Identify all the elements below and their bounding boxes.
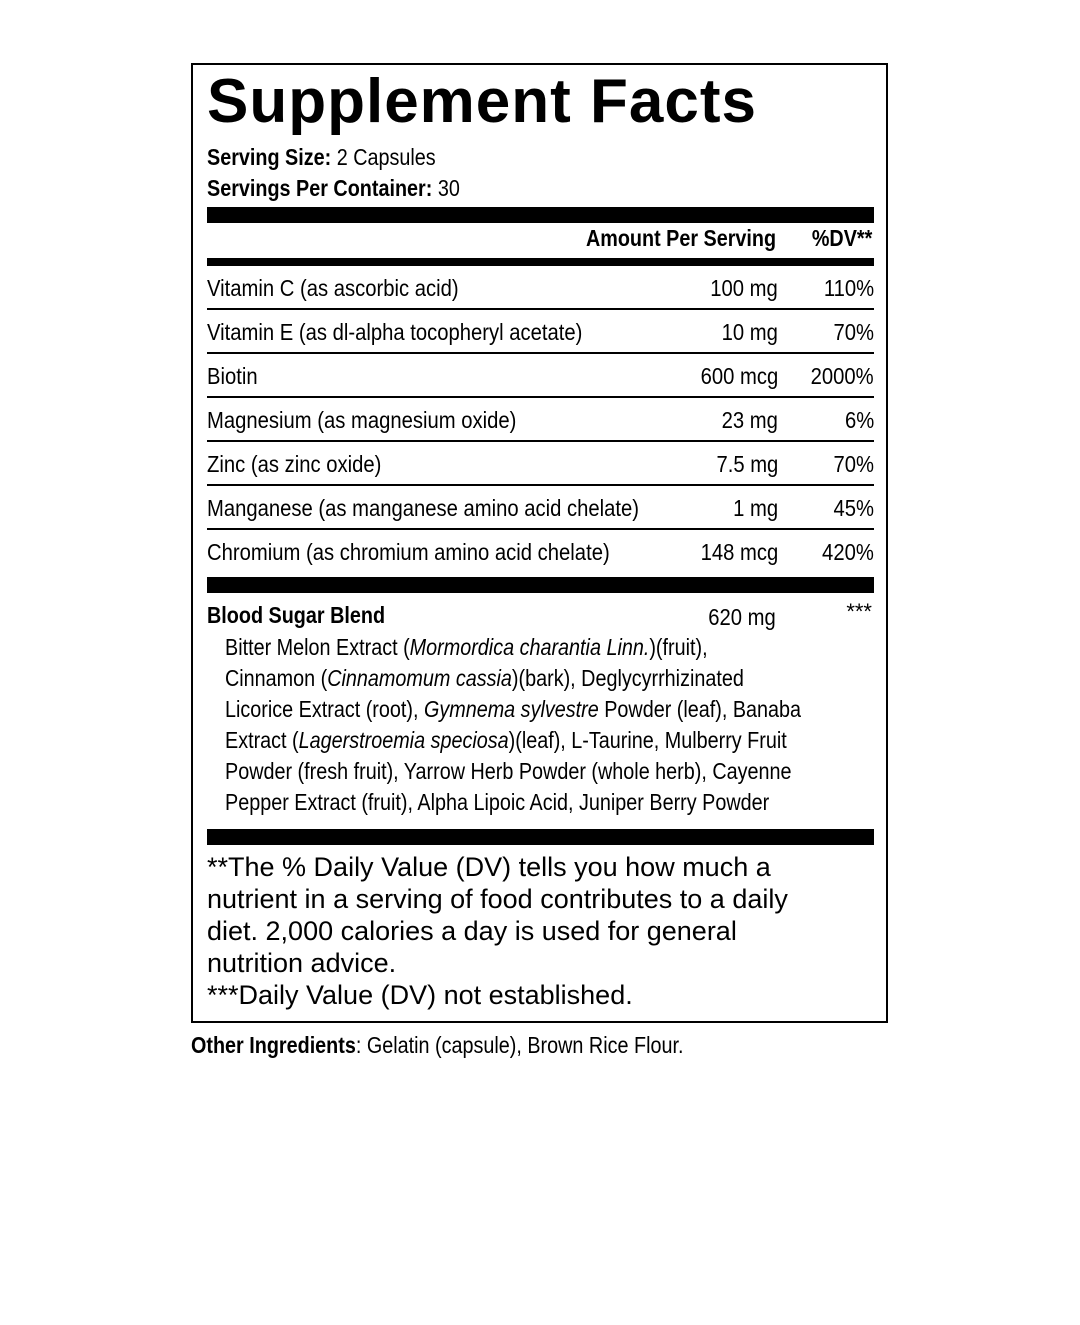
ingredient-text: Extract ( (225, 727, 299, 753)
ingredient-text: Powder (fresh fruit), Yarrow Herb Powder (whole herb), Cayenne (225, 758, 792, 784)
nutrient-dv: 70% (833, 319, 874, 345)
thick-divider (207, 829, 874, 845)
nutrient-name: Vitamin C (as ascorbic acid) (207, 275, 459, 301)
nutrient-name: Zinc (as zinc oxide) (207, 451, 382, 477)
ingredient-line (225, 632, 866, 663)
botanical-name: Cinnamomum cassia (327, 665, 512, 691)
nutrient-name: Magnesium (as magnesium oxide) (207, 407, 517, 433)
blend-amount: 620 mg (708, 604, 776, 630)
thick-divider (207, 577, 874, 593)
nutrient-name: Biotin (207, 363, 258, 389)
ingredient-line (225, 756, 866, 787)
nutrient-amount: 7.5 mg (716, 451, 778, 477)
other-ingredients (191, 1030, 683, 1060)
nutrient-name: Chromium (as chromium amino acid chelate) (207, 539, 610, 565)
blend-ingredients (225, 632, 866, 818)
nutrient-row (207, 442, 874, 486)
other-ingredients-label: Other Ingredients (191, 1032, 356, 1058)
footnote-line: nutrition advice. (207, 948, 397, 978)
ingredient-line (225, 725, 866, 756)
ingredient-line (225, 694, 866, 725)
dv-header: %DV** (811, 225, 872, 251)
nutrient-amount: 10 mg (721, 319, 778, 345)
nutrient-amount: 148 mcg (700, 539, 778, 565)
nutrient-dv: 420% (822, 539, 874, 565)
nutrient-row (207, 530, 874, 574)
panel-title: Supplement Facts (207, 67, 757, 136)
nutrient-row (207, 398, 874, 442)
blend-dv: *** (846, 599, 872, 624)
servings-per-container-value: 30 (432, 175, 460, 201)
nutrient-dv: 2000% (810, 363, 874, 389)
daily-value-footnote (207, 851, 877, 1011)
ingredient-text: )(bark), Deglycyrrhizinated (511, 665, 744, 691)
footnote-line: **The % Daily Value (DV) tells you how much a (207, 852, 771, 882)
ingredient-text: )(fruit), (649, 634, 708, 660)
medium-divider (207, 258, 874, 266)
footnote-line: ***Daily Value (DV) not established. (207, 980, 633, 1010)
serving-size-value: 2 Capsules (331, 144, 436, 170)
nutrient-amount: 23 mg (721, 407, 778, 433)
nutrient-row (207, 486, 874, 530)
footnote-line: nutrient in a serving of food contributes to a daily (207, 884, 788, 914)
nutrient-amount: 1 mg (732, 495, 778, 521)
supplement-facts-panel (191, 63, 888, 1023)
other-ingredients-value: : Gelatin (capsule), Brown Rice Flour. (355, 1032, 684, 1058)
botanical-name: Gymnema sylvestre (423, 696, 599, 722)
nutrient-dv: 110% (823, 275, 874, 301)
ingredient-text: Pepper Extract (fruit), Alpha Lipoic Acid, Juniper Berry Powder (225, 789, 770, 815)
ingredient-text: Cinnamon ( (225, 665, 328, 691)
ingredient-text: )(leaf), L-Taurine, Mulberry Fruit (508, 727, 787, 753)
serving-size (207, 142, 436, 172)
nutrient-dv: 45% (833, 495, 874, 521)
thick-divider (207, 207, 874, 223)
nutrient-dv: 6% (844, 407, 874, 433)
servings-per-container (207, 173, 460, 203)
nutrient-row (207, 310, 874, 354)
ingredient-line (225, 787, 866, 818)
nutrient-row (207, 266, 874, 310)
servings-per-container-label: Servings Per Container: (207, 175, 433, 201)
ingredient-text: Bitter Melon Extract ( (225, 634, 410, 660)
botanical-name: Lagerstroemia speciosa (298, 727, 509, 753)
botanical-name: Mormordica charantia Linn. (409, 634, 650, 660)
ingredient-text: Powder (leaf), Banaba (598, 696, 802, 722)
blend-name: Blood Sugar Blend (207, 602, 386, 628)
ingredient-line (225, 663, 866, 694)
nutrient-name: Manganese (as manganese amino acid chelate) (207, 495, 640, 521)
nutrient-name: Vitamin E (as dl-alpha tocopheryl acetate) (207, 319, 583, 345)
nutrient-row (207, 354, 874, 398)
footnote-line: diet. 2,000 calories a day is used for general (207, 916, 737, 946)
amount-per-serving-header: Amount Per Serving (585, 225, 776, 251)
nutrient-dv: 70% (833, 451, 874, 477)
nutrient-amount: 600 mcg (700, 363, 778, 389)
ingredient-text: Licorice Extract (root), (225, 696, 424, 722)
nutrient-amount: 100 mg (710, 275, 778, 301)
serving-size-label: Serving Size: (207, 144, 332, 170)
